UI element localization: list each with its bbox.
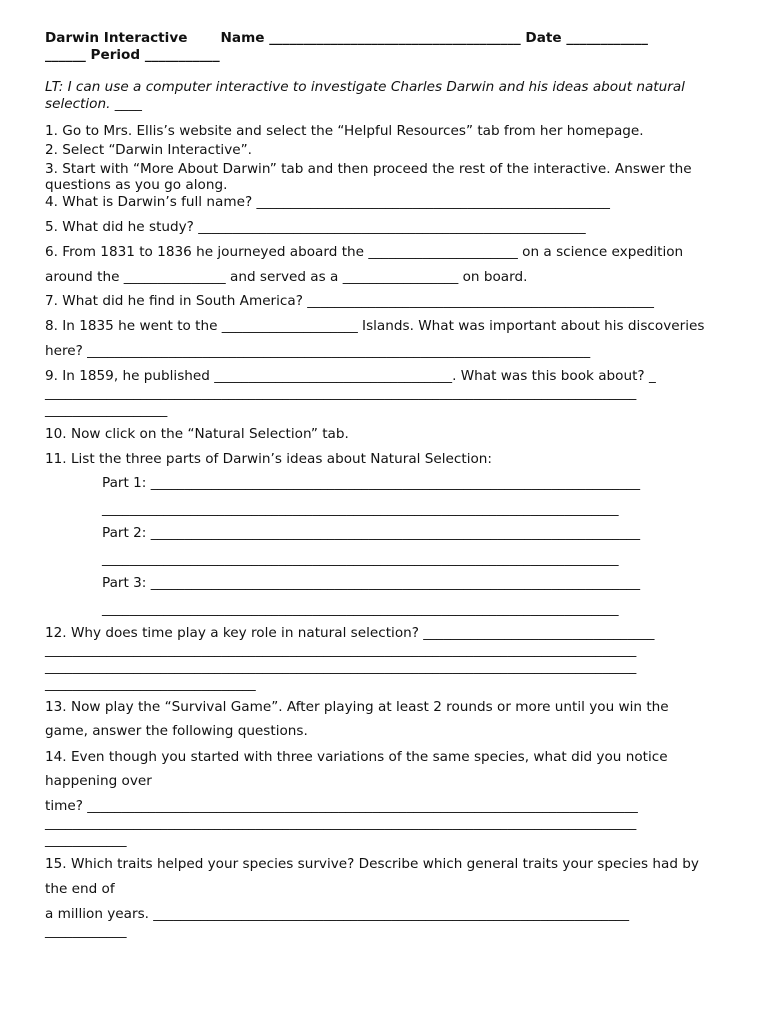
question-12-line-2: _______________________________________________________________________________________: [45, 642, 637, 658]
part-2-line-2: ____________________________________________________________________________: [102, 551, 619, 567]
question-15-line-1: 15. Which traits helped your species survive? Describe which general traits your species had by: [45, 856, 699, 872]
part-1-line-2: ____________________________________________________________________________: [102, 501, 619, 517]
part-2-line-1: Part 2: ________________________________________________________________________: [102, 525, 641, 541]
question-8-line-2: here? __________________________________________________________________________: [45, 343, 591, 359]
part-1-line-1: Part 1: ________________________________________________________________________: [102, 475, 641, 491]
question-12-line-1: 12. Why does time play a key role in natural selection? __________________________________: [45, 625, 655, 641]
question-12-line-3: _______________________________________________________________________________________: [45, 659, 637, 675]
header-line-1: Darwin Interactive Name _____________________________________ Date ____________: [45, 30, 648, 46]
header-line-2: ______ Period ___________: [45, 47, 220, 63]
question-13-line-1: 13. Now play the “Survival Game”. After playing at least 2 rounds or more until you win the: [45, 699, 669, 715]
question-12-line-4: _______________________________: [45, 676, 256, 692]
question-15-line-4: ____________: [45, 923, 127, 939]
learning-target-line-2: selection. ____: [45, 96, 142, 112]
question-9-line-3: __________________: [45, 402, 168, 418]
question-8-line-1: 8. In 1835 he went to the ____________________ Islands. What was important about his discoveries: [45, 318, 705, 334]
question-6-line-2: around the _______________ and served as a _________________ on board.: [45, 269, 528, 285]
question-14-line-1: 14. Even though you started with three variations of the same species, what did you notice: [45, 749, 668, 765]
question-14-line-4: _______________________________________________________________________________________: [45, 815, 637, 831]
question-14-line-2: happening over: [45, 773, 152, 789]
question-1: 1. Go to Mrs. Ellis’s website and select the “Helpful Resources” tab from her homepage.: [45, 123, 644, 139]
question-10: 10. Now click on the “Natural Selection” tab.: [45, 426, 349, 442]
learning-target-line-1: LT: I can use a computer interactive to investigate Charles Darwin and his ideas about natural: [45, 79, 685, 95]
question-6-line-1: 6. From 1831 to 1836 he journeyed aboard the ______________________ on a science expedition: [45, 244, 684, 260]
part-3-line-2: ____________________________________________________________________________: [102, 601, 619, 617]
question-5: 5. What did he study? _________________________________________________________: [45, 219, 586, 235]
question-3-line-2: questions as you go along.: [45, 177, 228, 193]
question-14-line-3: time? _________________________________________________________________________________: [45, 798, 638, 814]
question-7: 7. What did he find in South America? ___________________________________________________: [45, 293, 654, 309]
question-4: 4. What is Darwin’s full name? ____________________________________________________: [45, 194, 610, 210]
question-9-line-1: 9. In 1859, he published ___________________________________. What was this book about? _: [45, 368, 656, 384]
question-13-line-2: game, answer the following questions.: [45, 723, 308, 739]
question-9-line-2: _______________________________________________________________________________________: [45, 385, 637, 401]
question-15-line-3: a million years. ______________________________________________________________________: [45, 906, 630, 922]
question-11: 11. List the three parts of Darwin’s ideas about Natural Selection:: [45, 451, 492, 467]
question-3-line-1: 3. Start with “More About Darwin” tab and then proceed the rest of the interactive. Answer the: [45, 161, 692, 177]
question-14-line-5: ____________: [45, 832, 127, 848]
question-15-line-2: the end of: [45, 881, 115, 897]
question-2: 2. Select “Darwin Interactive”.: [45, 142, 252, 158]
part-3-line-1: Part 3: ________________________________________________________________________: [102, 575, 641, 591]
